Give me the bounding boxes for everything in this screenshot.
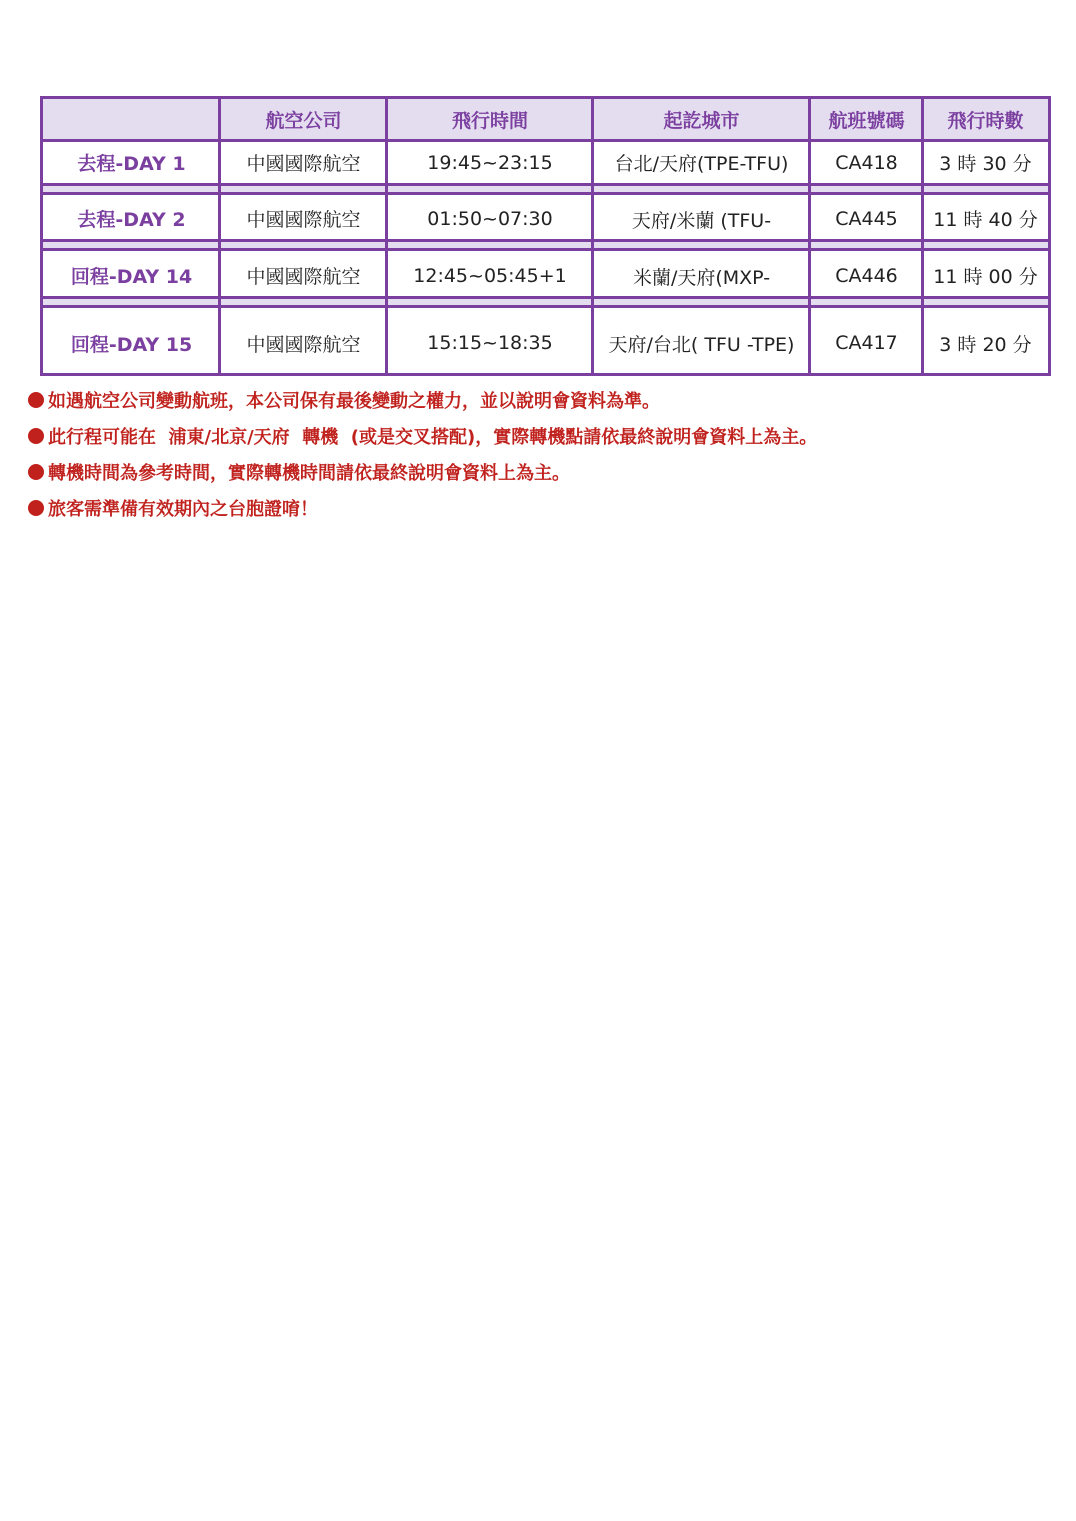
time-cell: 15:15~18:35 xyxy=(427,332,553,354)
red-dot-icon xyxy=(28,392,44,408)
note-item xyxy=(28,454,817,490)
grid-line xyxy=(43,248,1048,251)
note-text: 此行程可能在 浦東/北京/天府 轉機 (或是交叉搭配)，實際轉機點請依最終說明會資料上為主。 xyxy=(48,427,818,448)
note-item xyxy=(28,418,817,454)
grid-line xyxy=(43,239,1048,242)
flight-number-cell: CA418 xyxy=(835,151,898,174)
duration-cell: 3 時 30 分 xyxy=(939,153,1032,175)
header-cell: 飛行時間 xyxy=(451,109,528,132)
time-cell: 01:50~07:30 xyxy=(427,207,553,230)
row-label: 回程-DAY 15 xyxy=(70,333,193,356)
time-cell: 12:45~05:45+1 xyxy=(413,264,567,287)
duration-cell: 11 時 40 分 xyxy=(933,209,1038,231)
duration-cell: 11 時 00 分 xyxy=(933,266,1038,288)
header-cell: 飛行時數 xyxy=(947,109,1024,132)
row-label: 回程-DAY 14 xyxy=(70,266,193,288)
grid-line xyxy=(808,99,811,373)
airline-cell: 中國國際航空 xyxy=(246,153,361,175)
red-dot-icon xyxy=(28,500,44,516)
flight-number-cell: CA445 xyxy=(835,207,898,230)
grid-line xyxy=(385,99,388,373)
grid-line xyxy=(591,99,594,373)
header-cell xyxy=(43,99,220,139)
flight-table-grid xyxy=(43,99,1048,373)
route-cell: 台北/天府(TPE-TFU) xyxy=(614,153,789,175)
note-item xyxy=(28,382,817,418)
airline-cell: 中國國際航空 xyxy=(246,209,361,231)
grid-line xyxy=(43,305,1048,308)
red-dot-icon xyxy=(28,464,44,480)
notes-list xyxy=(28,382,817,526)
flight-number-cell: CA417 xyxy=(835,332,898,354)
flight-table xyxy=(40,96,1051,376)
red-dot-icon xyxy=(28,428,44,444)
note-item xyxy=(28,490,817,526)
route-cell: 天府/米蘭 (TFU- xyxy=(631,210,772,232)
duration-cell: 3 時 20 分 xyxy=(939,333,1032,356)
row-label: 去程-DAY 2 xyxy=(77,209,186,231)
note-text: 轉機時間為參考時間，實際轉機時間請依最終說明會資料上為主。 xyxy=(48,463,570,484)
note-text: 旅客需準備有效期內之台胞證唷！ xyxy=(48,499,318,520)
route-cell: 米蘭/天府(MXP- xyxy=(632,267,771,289)
grid-line xyxy=(921,99,924,373)
flight-number-cell: CA446 xyxy=(835,264,898,287)
grid-line xyxy=(218,99,221,373)
note-text: 如遇航空公司變動航班，本公司保有最後變動之權力，並以說明會資料為準。 xyxy=(48,391,660,412)
route-cell: 天府/台北( TFU -TPE) xyxy=(608,333,795,356)
row-label: 去程-DAY 1 xyxy=(77,153,186,175)
grid-line xyxy=(43,183,1048,186)
airline-cell: 中國國際航空 xyxy=(246,266,361,288)
time-cell: 19:45~23:15 xyxy=(427,151,553,174)
header-cell: 起訖城市 xyxy=(663,109,740,132)
header-cell: 航空公司 xyxy=(265,109,342,132)
grid-line xyxy=(43,192,1048,195)
grid-line xyxy=(43,296,1048,299)
airline-cell: 中國國際航空 xyxy=(246,333,361,356)
header-cell: 航班號碼 xyxy=(828,109,905,132)
